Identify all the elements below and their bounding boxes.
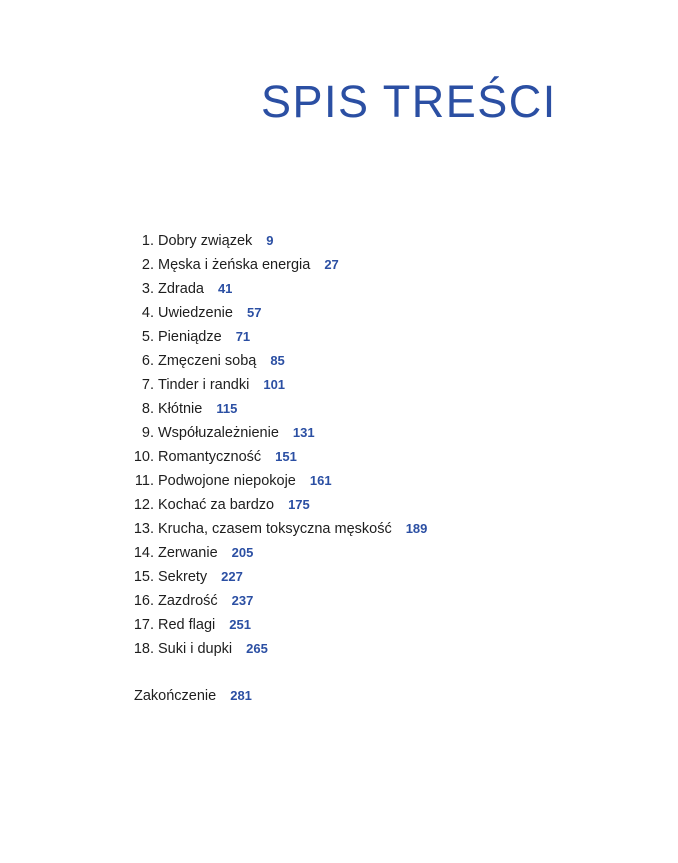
toc-entry[interactable]: [0, 469, 678, 493]
toc-entry-page: 161: [309, 473, 332, 488]
toc-entry-title: Podwojone niepokoje: [158, 473, 296, 489]
toc-entry-page: 101: [263, 377, 286, 392]
toc-entry[interactable]: [0, 301, 678, 325]
toc-entry[interactable]: [0, 373, 678, 397]
toc-entry-number: 1.: [141, 233, 154, 249]
toc-entry-number: 14.: [133, 545, 154, 561]
toc-entry-page: 71: [235, 329, 251, 344]
toc-entry[interactable]: [0, 445, 678, 469]
toc-entry-title: Kłótnie: [158, 401, 203, 417]
toc-entry-title: Zdrada: [158, 281, 204, 297]
toc-entry[interactable]: [0, 277, 678, 301]
toc-entry-number: 9.: [141, 425, 154, 441]
toc-entry[interactable]: [0, 517, 678, 541]
toc-entry-number: 6.: [141, 353, 154, 369]
toc-entry-title: Zerwanie: [158, 545, 218, 561]
toc-entry[interactable]: [0, 397, 678, 421]
toc-entry-title: Współuzależnienie: [158, 425, 279, 441]
toc-entry-page: 281: [230, 688, 252, 703]
toc-entry-number: 18.: [133, 641, 154, 657]
toc-entry-ending[interactable]: [134, 684, 252, 708]
toc-entry-number: 17.: [133, 617, 154, 633]
toc-entry-title: Tinder i randki: [158, 377, 250, 393]
toc-entry-title: Zazdrość: [158, 593, 218, 609]
toc-entry-page: 237: [231, 593, 254, 608]
toc-entry-page: 227: [221, 569, 243, 584]
toc-entry-page: 131: [292, 425, 315, 440]
toc-entry-number: 8.: [141, 401, 154, 417]
toc-entry-number: 16.: [133, 593, 154, 609]
toc-entry[interactable]: [0, 325, 678, 349]
toc-entry[interactable]: [0, 493, 678, 517]
toc-entry[interactable]: [0, 229, 678, 253]
toc-entry-number: 7.: [141, 377, 154, 393]
toc-entry-number: 13.: [133, 521, 154, 537]
toc-entry-title: Zmęczeni sobą: [158, 353, 257, 369]
toc-entry-page: 85: [270, 353, 285, 368]
toc-entry-title: Romantyczność: [158, 449, 262, 465]
toc-entry-number: 11.: [134, 473, 154, 489]
toc-entry-number: 12.: [133, 497, 154, 513]
page-title: SPIS TREŚCI: [261, 76, 557, 127]
toc-entry-number: 10.: [133, 449, 154, 465]
toc-entry-title: Suki i dupki: [158, 641, 233, 657]
toc-entry[interactable]: [0, 613, 678, 637]
toc-entry-number: 4.: [141, 305, 154, 321]
toc-entry-title: Zakończenie: [134, 688, 217, 704]
toc-entry-title: Sekrety: [158, 569, 208, 585]
toc-entry-page: 41: [217, 281, 233, 296]
toc-entry-title: Krucha, czasem toksyczna męskość: [158, 521, 392, 537]
toc-entry-title: Pieniądze: [158, 329, 222, 345]
toc-entry[interactable]: [0, 349, 678, 373]
toc-entry-title: Męska i żeńska energia: [158, 257, 311, 273]
toc-entry-page: 205: [231, 545, 254, 560]
toc-entry-page: 151: [275, 449, 297, 464]
table-of-contents: [0, 229, 678, 661]
toc-entry-title: Red flagi: [158, 617, 216, 633]
toc-entry-number: 5.: [141, 329, 154, 345]
toc-entry[interactable]: [0, 421, 678, 445]
toc-entry-page: 27: [324, 257, 339, 272]
toc-entry-number: 3.: [141, 281, 154, 297]
toc-entry-number: 15.: [133, 569, 154, 585]
toc-entry-page: 57: [246, 305, 262, 320]
toc-entry[interactable]: [0, 541, 678, 565]
toc-entry-page: 9: [266, 233, 274, 248]
toc-entry-number: 2.: [141, 257, 154, 273]
toc-entry-title: Uwiedzenie: [158, 305, 233, 321]
toc-entry-title: Dobry związek: [158, 233, 253, 249]
toc-entry-page: 175: [288, 497, 310, 512]
toc-entry-page: 265: [246, 641, 268, 656]
toc-entry[interactable]: [0, 253, 678, 277]
toc-entry[interactable]: [0, 565, 678, 589]
toc-entry[interactable]: [0, 589, 678, 613]
toc-entry-page: 189: [405, 521, 428, 536]
toc-entry-page: 115: [216, 401, 238, 416]
toc-entry[interactable]: [0, 637, 678, 661]
toc-entry-page: 251: [229, 617, 251, 632]
toc-entry-title: Kochać za bardzo: [158, 497, 275, 513]
